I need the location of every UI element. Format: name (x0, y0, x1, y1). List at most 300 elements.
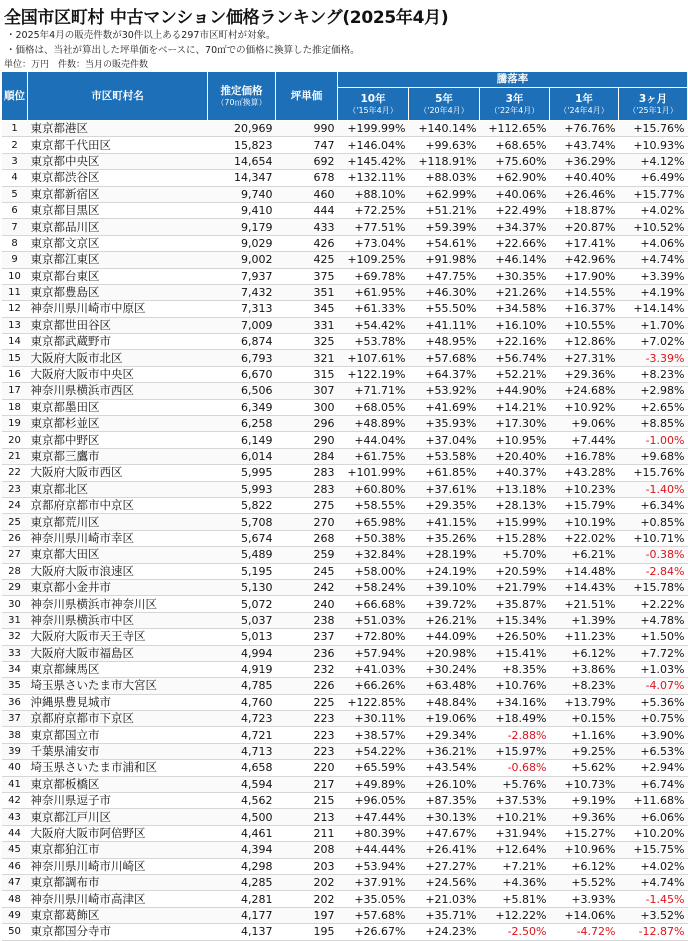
tsubo-cell: 259 (276, 547, 338, 563)
name-cell: 東京都国分寺市 (28, 924, 208, 940)
change-5y-cell: +41.11% (409, 317, 480, 333)
price-cell: 4,298 (208, 858, 276, 874)
change-1y-cell: +9.25% (550, 743, 619, 759)
tsubo-cell: 223 (276, 711, 338, 727)
change-3m-cell: +2.22% (619, 596, 688, 612)
change-3y-cell: +5.76% (480, 776, 550, 792)
change-5y-cell: +59.39% (409, 219, 480, 235)
change-1y-cell: +29.36% (550, 366, 619, 382)
table-row (2, 334, 688, 350)
change-10y-cell: +77.51% (338, 219, 409, 235)
change-1y-cell: +6.21% (550, 547, 619, 563)
tsubo-cell: 217 (276, 776, 338, 792)
rank-cell: 26 (2, 530, 28, 546)
name-cell: 東京都三鷹市 (28, 448, 208, 464)
rank-cell: 17 (2, 383, 28, 399)
name-cell: 東京都杉並区 (28, 416, 208, 432)
change-5y-cell: +19.06% (409, 711, 480, 727)
table-row (2, 694, 688, 710)
change-3y-cell: +52.21% (480, 366, 550, 382)
change-1y-cell: +27.31% (550, 350, 619, 366)
rank-cell: 24 (2, 497, 28, 513)
tsubo-cell: 331 (276, 317, 338, 333)
rank-cell: 25 (2, 514, 28, 530)
change-3y-cell: +22.49% (480, 202, 550, 218)
rank-cell: 42 (2, 793, 28, 809)
name-cell: 大阪府大阪市浪速区 (28, 563, 208, 579)
change-10y-cell: +49.89% (338, 776, 409, 792)
rank-cell: 45 (2, 842, 28, 858)
change-1y-cell: +42.96% (550, 252, 619, 268)
table-row (2, 399, 688, 415)
change-3y-cell: +8.35% (480, 661, 550, 677)
table-body (2, 121, 688, 941)
change-3y-cell: +18.49% (480, 711, 550, 727)
change-3y-cell: +20.59% (480, 563, 550, 579)
tsubo-cell: 195 (276, 924, 338, 940)
change-3y-cell: +13.18% (480, 481, 550, 497)
name-cell: 京都府京都市下京区 (28, 711, 208, 727)
change-3m-cell: +2.98% (619, 383, 688, 399)
name-cell: 神奈川県川崎市川崎区 (28, 858, 208, 874)
change-5y-cell: +20.98% (409, 645, 480, 661)
change-1y-cell: +43.28% (550, 465, 619, 481)
change-3m-cell: +4.78% (619, 612, 688, 628)
change-10y-cell: +61.95% (338, 284, 409, 300)
header-period-3y (480, 88, 550, 121)
change-3y-cell: +12.22% (480, 907, 550, 923)
price-cell: 5,995 (208, 465, 276, 481)
change-3m-cell: +3.52% (619, 907, 688, 923)
price-cell: 4,594 (208, 776, 276, 792)
change-1y-cell: +24.68% (550, 383, 619, 399)
change-3y-cell: +46.14% (480, 252, 550, 268)
name-cell: 神奈川県川崎市高津区 (28, 891, 208, 907)
tsubo-cell: 460 (276, 186, 338, 202)
change-5y-cell: +35.93% (409, 416, 480, 432)
table-row (2, 891, 688, 907)
table-row (2, 170, 688, 186)
change-10y-cell: +68.05% (338, 399, 409, 415)
tsubo-cell: 290 (276, 432, 338, 448)
change-3m-cell: +15.77% (619, 186, 688, 202)
table-row (2, 579, 688, 595)
period-sub: （'22年4月） (489, 105, 540, 115)
change-5y-cell: +30.24% (409, 661, 480, 677)
price-cell: 4,713 (208, 743, 276, 759)
change-5y-cell: +87.35% (409, 793, 480, 809)
change-10y-cell: +122.85% (338, 694, 409, 710)
name-cell: 東京都練馬区 (28, 661, 208, 677)
change-10y-cell: +44.04% (338, 432, 409, 448)
change-10y-cell: +73.04% (338, 235, 409, 251)
change-3y-cell: +31.94% (480, 825, 550, 841)
change-5y-cell: +39.72% (409, 596, 480, 612)
change-5y-cell: +47.67% (409, 825, 480, 841)
tsubo-cell: 990 (276, 121, 338, 137)
tsubo-cell: 211 (276, 825, 338, 841)
table-row (2, 907, 688, 923)
change-5y-cell: +26.10% (409, 776, 480, 792)
change-5y-cell: +29.34% (409, 727, 480, 743)
change-10y-cell: +54.22% (338, 743, 409, 759)
price-cell: 9,740 (208, 186, 276, 202)
change-1y-cell: +14.06% (550, 907, 619, 923)
change-3m-cell: +4.02% (619, 202, 688, 218)
change-3y-cell: +75.60% (480, 153, 550, 169)
change-3y-cell: +21.79% (480, 579, 550, 595)
price-cell: 4,723 (208, 711, 276, 727)
tsubo-cell: 321 (276, 350, 338, 366)
tsubo-cell: 208 (276, 842, 338, 858)
change-10y-cell: +71.71% (338, 383, 409, 399)
header-rank: 順位 (2, 72, 28, 121)
change-3m-cell: +14.14% (619, 301, 688, 317)
rank-cell: 38 (2, 727, 28, 743)
tsubo-cell: 225 (276, 694, 338, 710)
price-cell: 14,347 (208, 170, 276, 186)
rank-cell: 44 (2, 825, 28, 841)
tsubo-cell: 213 (276, 809, 338, 825)
tsubo-cell: 215 (276, 793, 338, 809)
change-5y-cell: +26.41% (409, 842, 480, 858)
change-5y-cell: +27.27% (409, 858, 480, 874)
name-cell: 東京都江戸川区 (28, 809, 208, 825)
name-cell: 東京都武蔵野市 (28, 334, 208, 350)
change-3m-cell: +10.52% (619, 219, 688, 235)
header-period-5y (409, 88, 480, 121)
rank-cell: 7 (2, 219, 28, 235)
change-1y-cell: +11.23% (550, 629, 619, 645)
change-1y-cell: +9.36% (550, 809, 619, 825)
change-10y-cell: +26.67% (338, 924, 409, 940)
price-cell: 5,037 (208, 612, 276, 628)
change-1y-cell: +5.52% (550, 874, 619, 890)
rank-cell: 31 (2, 612, 28, 628)
table-row (2, 612, 688, 628)
change-10y-cell: +61.75% (338, 448, 409, 464)
name-cell: 埼玉県さいたま市浦和区 (28, 760, 208, 776)
change-3y-cell: +15.97% (480, 743, 550, 759)
change-3y-cell: -0.68% (480, 760, 550, 776)
change-1y-cell: +43.74% (550, 137, 619, 153)
change-3y-cell: +10.95% (480, 432, 550, 448)
rank-cell: 49 (2, 907, 28, 923)
change-5y-cell: +48.95% (409, 334, 480, 350)
name-cell: 東京都港区 (28, 121, 208, 137)
tsubo-cell: 242 (276, 579, 338, 595)
table-row (2, 202, 688, 218)
table-row (2, 711, 688, 727)
price-cell: 4,785 (208, 678, 276, 694)
change-10y-cell: +122.19% (338, 366, 409, 382)
change-3m-cell: +0.75% (619, 711, 688, 727)
tsubo-cell: 240 (276, 596, 338, 612)
change-1y-cell: +3.93% (550, 891, 619, 907)
table-row (2, 284, 688, 300)
change-5y-cell: +36.21% (409, 743, 480, 759)
table-row (2, 661, 688, 677)
table-row (2, 547, 688, 563)
change-1y-cell: +20.87% (550, 219, 619, 235)
change-5y-cell: +24.56% (409, 874, 480, 890)
period-label: 3年 (505, 92, 524, 105)
table-row (2, 793, 688, 809)
change-1y-cell: +14.43% (550, 579, 619, 595)
change-3m-cell: +6.06% (619, 809, 688, 825)
name-cell: 神奈川県横浜市西区 (28, 383, 208, 399)
change-3y-cell: +15.34% (480, 612, 550, 628)
name-cell: 千葉県浦安市 (28, 743, 208, 759)
change-10y-cell: +65.59% (338, 760, 409, 776)
tsubo-cell: 203 (276, 858, 338, 874)
change-3y-cell: +15.28% (480, 530, 550, 546)
rank-cell: 28 (2, 563, 28, 579)
rank-cell: 39 (2, 743, 28, 759)
change-1y-cell: +5.62% (550, 760, 619, 776)
price-cell: 5,822 (208, 497, 276, 513)
name-cell: 東京都板橋区 (28, 776, 208, 792)
table-row (2, 858, 688, 874)
price-cell: 15,823 (208, 137, 276, 153)
rank-cell: 41 (2, 776, 28, 792)
tsubo-cell: 284 (276, 448, 338, 464)
change-3y-cell: +35.87% (480, 596, 550, 612)
change-3m-cell: +10.93% (619, 137, 688, 153)
price-cell: 5,072 (208, 596, 276, 612)
change-10y-cell: +132.11% (338, 170, 409, 186)
name-cell: 東京都渋谷区 (28, 170, 208, 186)
change-5y-cell: +43.54% (409, 760, 480, 776)
change-3m-cell: +3.39% (619, 268, 688, 284)
table-row (2, 842, 688, 858)
change-1y-cell: +6.12% (550, 858, 619, 874)
change-3y-cell: +5.81% (480, 891, 550, 907)
rank-cell: 36 (2, 694, 28, 710)
header-price-sub: （70㎡換算） (216, 97, 267, 107)
period-sub: （'25年1月） (628, 105, 678, 115)
price-cell: 9,179 (208, 219, 276, 235)
name-cell: 東京都台東区 (28, 268, 208, 284)
tsubo-cell: 223 (276, 743, 338, 759)
change-10y-cell: +60.80% (338, 481, 409, 497)
table-row (2, 563, 688, 579)
table-row (2, 530, 688, 546)
change-1y-cell: +22.02% (550, 530, 619, 546)
change-5y-cell: +61.85% (409, 465, 480, 481)
period-sub: （'24年4月） (559, 105, 609, 115)
name-cell: 東京都新宿区 (28, 186, 208, 202)
table-row (2, 678, 688, 694)
change-3m-cell: +15.76% (619, 121, 688, 137)
change-10y-cell: +37.91% (338, 874, 409, 890)
table-row (2, 432, 688, 448)
rank-cell: 14 (2, 334, 28, 350)
change-5y-cell: +37.04% (409, 432, 480, 448)
name-cell: 神奈川県川崎市幸区 (28, 530, 208, 546)
change-10y-cell: +35.05% (338, 891, 409, 907)
rank-cell: 30 (2, 596, 28, 612)
change-10y-cell: +58.55% (338, 497, 409, 513)
change-3y-cell: +30.35% (480, 268, 550, 284)
change-10y-cell: +69.78% (338, 268, 409, 284)
change-1y-cell: +12.86% (550, 334, 619, 350)
table-row (2, 186, 688, 202)
change-10y-cell: +80.39% (338, 825, 409, 841)
change-3m-cell: -3.39% (619, 350, 688, 366)
table-row (2, 629, 688, 645)
change-3y-cell: +16.10% (480, 317, 550, 333)
change-1y-cell: +8.23% (550, 678, 619, 694)
name-cell: 東京都調布市 (28, 874, 208, 890)
price-cell: 4,177 (208, 907, 276, 923)
change-5y-cell: +37.61% (409, 481, 480, 497)
table-row (2, 317, 688, 333)
rank-cell: 48 (2, 891, 28, 907)
name-cell: 東京都北区 (28, 481, 208, 497)
price-cell: 7,009 (208, 317, 276, 333)
tsubo-cell: 232 (276, 661, 338, 677)
period-label: 5年 (435, 92, 453, 105)
rank-cell: 4 (2, 170, 28, 186)
name-cell: 埼玉県さいたま市大宮区 (28, 678, 208, 694)
tsubo-cell: 268 (276, 530, 338, 546)
change-3y-cell: +15.41% (480, 645, 550, 661)
name-cell: 大阪府大阪市福島区 (28, 645, 208, 661)
change-10y-cell: +61.33% (338, 301, 409, 317)
table-row (2, 727, 688, 743)
change-1y-cell: +15.27% (550, 825, 619, 841)
price-cell: 7,313 (208, 301, 276, 317)
change-3m-cell: +4.74% (619, 252, 688, 268)
change-3y-cell: +37.53% (480, 793, 550, 809)
table-row (2, 497, 688, 513)
change-3m-cell: +4.02% (619, 858, 688, 874)
price-cell: 14,654 (208, 153, 276, 169)
change-5y-cell: +21.03% (409, 891, 480, 907)
change-3m-cell: +5.36% (619, 694, 688, 710)
change-3m-cell: +10.20% (619, 825, 688, 841)
change-1y-cell: +9.06% (550, 416, 619, 432)
change-5y-cell: +91.98% (409, 252, 480, 268)
change-5y-cell: +140.14% (409, 121, 480, 137)
tsubo-cell: 270 (276, 514, 338, 530)
table-row (2, 596, 688, 612)
change-10y-cell: +96.05% (338, 793, 409, 809)
change-1y-cell: +16.37% (550, 301, 619, 317)
change-1y-cell: -4.72% (550, 924, 619, 940)
price-cell: 5,489 (208, 547, 276, 563)
change-10y-cell: +72.25% (338, 202, 409, 218)
header-period-1y (550, 88, 619, 121)
rank-cell: 29 (2, 579, 28, 595)
change-10y-cell: +66.68% (338, 596, 409, 612)
rank-cell: 2 (2, 137, 28, 153)
price-cell: 5,195 (208, 563, 276, 579)
change-3m-cell: +2.65% (619, 399, 688, 415)
rank-cell: 37 (2, 711, 28, 727)
page-title: 全国市区町村 中古マンション価格ランキング(2025年4月) (4, 8, 449, 28)
name-cell: 東京都品川区 (28, 219, 208, 235)
rank-cell: 13 (2, 317, 28, 333)
change-10y-cell: +145.42% (338, 153, 409, 169)
change-3y-cell: +34.58% (480, 301, 550, 317)
period-label: 3ヶ月 (638, 92, 668, 105)
tsubo-cell: 692 (276, 153, 338, 169)
change-1y-cell: +40.40% (550, 170, 619, 186)
change-3m-cell: +4.19% (619, 284, 688, 300)
price-cell: 6,014 (208, 448, 276, 464)
price-cell: 7,432 (208, 284, 276, 300)
change-5y-cell: +47.75% (409, 268, 480, 284)
change-3m-cell: +6.49% (619, 170, 688, 186)
table-row (2, 825, 688, 841)
change-3m-cell: +6.53% (619, 743, 688, 759)
change-1y-cell: +1.16% (550, 727, 619, 743)
rank-cell: 33 (2, 645, 28, 661)
change-3m-cell: -4.07% (619, 678, 688, 694)
change-3y-cell: +68.65% (480, 137, 550, 153)
price-cell: 4,394 (208, 842, 276, 858)
change-3m-cell: +6.34% (619, 497, 688, 513)
change-3y-cell: +40.06% (480, 186, 550, 202)
change-1y-cell: +10.55% (550, 317, 619, 333)
name-cell: 東京都荒川区 (28, 514, 208, 530)
change-1y-cell: +6.12% (550, 645, 619, 661)
change-1y-cell: +0.15% (550, 711, 619, 727)
change-3y-cell: +10.21% (480, 809, 550, 825)
price-cell: 4,721 (208, 727, 276, 743)
rank-cell: 9 (2, 252, 28, 268)
change-1y-cell: +10.23% (550, 481, 619, 497)
name-cell: 大阪府大阪市中央区 (28, 366, 208, 382)
name-cell: 東京都世田谷区 (28, 317, 208, 333)
change-5y-cell: +44.09% (409, 629, 480, 645)
price-cell: 4,562 (208, 793, 276, 809)
table-row (2, 743, 688, 759)
name-cell: 大阪府大阪市天王寺区 (28, 629, 208, 645)
table-row (2, 268, 688, 284)
tsubo-cell: 202 (276, 874, 338, 890)
price-cell: 9,410 (208, 202, 276, 218)
change-1y-cell: +17.41% (550, 235, 619, 251)
change-3m-cell: -1.00% (619, 432, 688, 448)
change-5y-cell: +64.37% (409, 366, 480, 382)
name-cell: 東京都千代田区 (28, 137, 208, 153)
name-cell: 大阪府大阪市阿倍野区 (28, 825, 208, 841)
note-target: ・2025年4月の販売件数が30件以上ある297市区町村が対象。 (6, 30, 276, 41)
header-tsubo: 坪単価 (276, 72, 338, 121)
change-3y-cell: +34.37% (480, 219, 550, 235)
change-3m-cell: +3.90% (619, 727, 688, 743)
change-5y-cell: +30.13% (409, 809, 480, 825)
change-1y-cell: +17.90% (550, 268, 619, 284)
rank-cell: 8 (2, 235, 28, 251)
price-cell: 6,149 (208, 432, 276, 448)
header-price-label: 推定価格 (220, 84, 263, 97)
change-3m-cell: +7.02% (619, 334, 688, 350)
header-change-group: 騰落率 (338, 72, 688, 88)
change-3y-cell: +17.30% (480, 416, 550, 432)
change-10y-cell: +109.25% (338, 252, 409, 268)
change-5y-cell: +29.35% (409, 497, 480, 513)
change-10y-cell: +48.89% (338, 416, 409, 432)
price-cell: 9,029 (208, 235, 276, 251)
price-cell: 6,349 (208, 399, 276, 415)
change-10y-cell: +44.44% (338, 842, 409, 858)
price-cell: 4,760 (208, 694, 276, 710)
tsubo-cell: 223 (276, 727, 338, 743)
